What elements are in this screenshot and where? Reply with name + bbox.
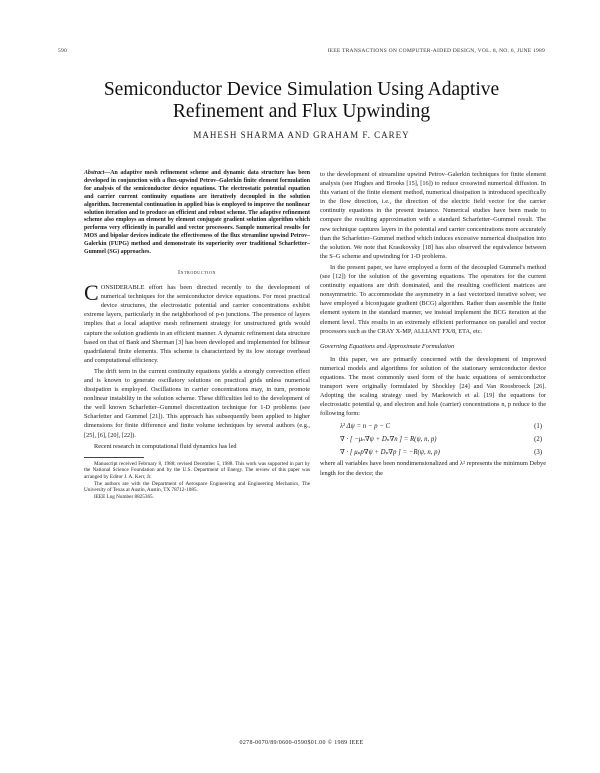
footnote-affiliation: The authors are with the Department of Aerospace Engineering and Engineering Mechanics, The University of Texas at Austin, Austin, TX 78712-1085. [84,480,310,494]
right-paragraph-2: In the present paper, we have employed a form of the decoupled Gummel's method (see [12]) for the solution of the governing equations. The operators for the current continuity equations are drift dominated, and the resulting coefficient matrices are nonsymmetric. To accommodate the asymmetry in a fast vectorized iterative solver, we have employed a biconjugate gradient (BCG) algorithm. Rather than assemble the finite element system in the standard manner, we instead implement the BCG iteration at the element level. This results in an extremely efficient performance on parallel and vector processors such as the CRAY X-MP, ALLIANT FX/8, ETA, etc. [320,263,546,335]
equation-2-number: (2) [534,436,542,444]
abstract-lead: Abstract [84,170,105,176]
footnote-log-number: IEEE Log Number 8825365. [94,493,154,500]
footnote-received: Manuscript received February 8, 1988; revised December 5, 1988. This work was supported in part by the National Science Foundation and by the U.S. Department of Energy. The review of this paper was arranged by Editor J. A. Kerr, Jr. [84,460,310,480]
page-number: 590 [58,48,67,54]
intro-paragraph-1-text: ONSIDERABLE effort has been directed recently to the development of numerical techniques for the semiconductor device equations. For most practical device structures, the electrostatic potential and carrier concentrations exhibit extreme layers, particularly in the neighborhood of p-n junctions. The presence of layers implies that a local adaptive mesh refinement strategy for unstructured grids would capture the solution gradients in an efficient manner. A dynamic refinement data structure based on that of Bank and Sherman [3] has been developed and implemented for bilinear quadrilateral finite elements. This scheme is characterized by its low storage overhead and computational efficiency. [84,284,310,364]
copyright-footer: 0278-0070/89/0600-0590$01.00 © 1989 IEEE [239,740,364,746]
running-head [58,48,545,58]
footnote-divider [84,457,144,458]
equation-1 [320,420,546,433]
intro-paragraph-2: The drift term in the current continuity equations yields a strongly convection effect and is known to generate oscillatory solutions on practical grids unless numerical dissipation is employed. Oscillations in carrier concentrations may, in turn, promote nonlinear instability in the solution scheme. These difficulties led to the development of the well known Scharfetter–Gummel discretization technique for 1-D problems (see Scharfetter and Gummel [21]). This approach has subsequently been applied to higher dimensions for finite difference and finite volume techniques by several authors (e.g., [25], [6], [20], [22]). [84,367,310,439]
equation-3-number: (3) [534,449,542,457]
left-column [84,170,310,500]
intro-paragraph-3: Recent research in computational fluid dynamics has led [94,442,237,450]
paper-authors: MAHESH SHARMA AND GRAHAM F. CAREY [193,130,410,140]
intro-paragraph-1 [84,280,310,365]
equation-1-number: (1) [534,423,542,431]
subsection-heading: Governing Equations and Approximate Formulation [320,342,455,350]
abstract-text: —An adaptive mesh refinement scheme and dynamic data structure has been developed in conjunction with a flux-upwind Petrov–Galerkin finite element formulation for analysis of the semiconductor device equations. The electrostatic potential equation and carrier current continuity equations are iteratively decoupled in the solution algorithm. Incremental continuation in applied bias is employed to improve the nonlinear solution iteration and to produce an efficient and robust scheme. The adaptive refinement scheme also employs an element by element conjugate gradient solution algorithm which performs very efficiently in parallel and vector processors. Sample numerical results for MOS and bipolar devices indicate the effectiveness of the flux streamline upwind Petrov–Galerkin (FUPG) method and demonstrate its superiority over traditional Scharfetter–Gummel (SG) approaches. [84,170,310,256]
drop-cap: C [84,280,99,306]
paper-title: Semiconductor Device Simulation Using Adaptive Refinement and Flux Upwinding [103,79,500,122]
equation-3 [320,446,546,459]
equation-3-expression: ∇ · [ μₚp∇ψ + Dₚ∇p ] = −R(ψ, n, p) [340,449,440,457]
abstract [84,170,310,257]
introduction-heading: Introduction [177,269,217,276]
journal-name: IEEE TRANSACTIONS ON COMPUTER-AIDED DESIGN, VOL. 8, NO. 6, JUNE 1989 [327,48,545,54]
equation-2-expression: ∇ · [ −μₙ∇ψ + Dₙ∇n ] = R(ψ, n, p) [340,436,437,444]
right-paragraph-1: to the development of streamline upwind Petrov–Galerkin techniques for finite element analysis (see Hughes and Brooks [15], [16]) to reduce crosswind numerical diffusion. In this variant of the finite element method, numerical dissipation is introduced specifically in the flow direction, i.e., the direction of the electric field vector for the carrier continuity equations in the present instance. Numerical studies have been made to compare the resulting approximation with a standard Scharfetter–Gummel result. The new technique captures layers in the potential and carrier concentrations more accurately than the Scharfetter–Gummel method which induces excessive numerical dissipation into the solution. We note that Krasikovsky [18] has also observed the equivalence between the S–G scheme and upwinding for 1-D problems. [320,171,546,260]
right-paragraph-4: where all variables have been nondimensionalized and λ² represents the minimum Debye length for the device; the [320,460,546,477]
right-paragraph-3: In this paper, we are primarily concerned with the development of improved numerical models and algorithms for solution of the stationary semiconductor device equations. The most commonly used form of the basic equations of semiconductor transport were originally formulated by Shockley [24] and Van Roosbroeck [26]. Adopting the scaling strategy used by Markowich et al. [19] the equations for electrostatic potential ψ, and electron and hole (carrier) concentrations n, p reduce to the following form: [320,355,546,418]
equation-1-expression: λ² Δψ = n − p − C [340,423,391,431]
equation-2 [320,433,546,446]
right-column [320,170,546,480]
